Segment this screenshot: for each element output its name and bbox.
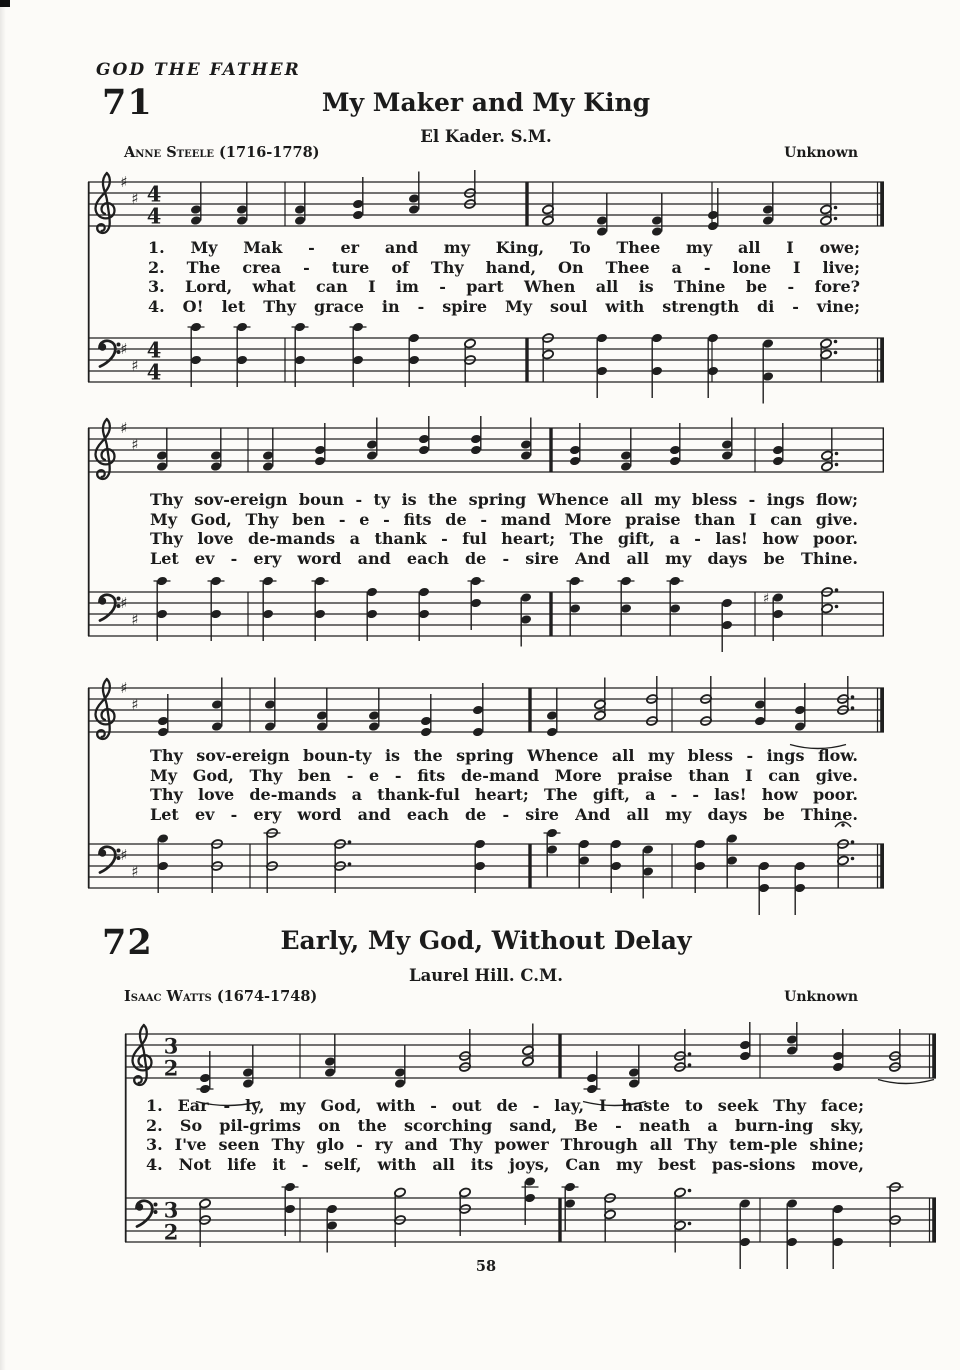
author-attribution-71: Anne Steele (1716-1778) (124, 144, 320, 161)
lyric-line: Thy love de-mands a thank-ful heart; The gift, a - - las! how poor. (150, 785, 858, 804)
svg-text:4: 4 (146, 359, 162, 385)
scan-edge-shading (0, 0, 6, 1370)
svg-text:♯: ♯ (131, 435, 139, 454)
svg-text:♯: ♯ (131, 189, 139, 208)
lyric-line: 2. The crea - ture of Thy hand, On Thee a - lone I live; (148, 257, 860, 277)
lyric-line: Let ev - ery word and each de - sire And all my days be Thine. (150, 548, 858, 568)
svg-text:♯: ♯ (120, 594, 128, 612)
svg-text:♯: ♯ (120, 679, 128, 697)
hymn-number-72: 72 (102, 922, 153, 963)
svg-text:4: 4 (146, 181, 162, 207)
svg-text:♯: ♯ (762, 591, 770, 607)
lyric-line: 1. Ear - ly, my God, with - out de - lay, I haste to seek Thy face; (146, 1096, 864, 1115)
author-attribution-72: Isaac Watts (1674-1748) (124, 988, 318, 1005)
svg-text:2: 2 (163, 1055, 179, 1081)
lyric-line: 4. Not life it - self, with all its joys, Can my best pas-sions move, (146, 1154, 864, 1174)
verse-block-2 (150, 490, 858, 568)
section-heading: GOD THE FATHER (96, 60, 301, 80)
lyric-line: 3. Lord, what can I im - part When all is Thine be - fore? (148, 277, 860, 296)
svg-text:♯: ♯ (131, 356, 139, 375)
svg-text:♯: ♯ (131, 695, 139, 714)
svg-text:♯: ♯ (120, 846, 128, 864)
lyric-line: Thy love de-mands a thank - ful heart; The gift, a - las! how poor. (150, 529, 858, 548)
svg-text:4: 4 (146, 337, 162, 363)
lyric-line: 2. So pil-grims on the scorching sand, Be - neath a burn-ing sky, (146, 1115, 864, 1135)
composer-attribution-72: Unknown (784, 989, 858, 1005)
lyric-line: Thy sov-ereign boun-ty is the spring Whence all my bless - ings flow. (150, 746, 858, 765)
tune-name-71: El Kader. S.M. (420, 127, 552, 146)
lyric-line: 4. O! let Thy grace in - spire My soul with strength di - vine; (148, 296, 860, 316)
page-number: 58 (475, 1258, 497, 1275)
lyric-line: My God, Thy ben - e - fits de-mand More praise than I can give. (150, 765, 858, 785)
svg-text:♯: ♯ (131, 862, 139, 881)
hymn-title-72: Early, My God, Without Delay (280, 926, 692, 955)
verse-block-4 (146, 1096, 864, 1174)
verse-block-3 (150, 746, 858, 824)
lyric-line: 1. My Mak - er and my King, To Thee my all I owe; (148, 238, 860, 257)
lyric-line: 3. I've seen Thy glo - ry and Thy power Through all Thy tem-ple shine; (146, 1135, 864, 1154)
hymn-title-71: My Maker and My King (321, 88, 651, 117)
svg-text:♯: ♯ (131, 610, 139, 629)
svg-text:♯: ♯ (120, 340, 128, 358)
tune-name-72: Laurel Hill. C.M. (409, 966, 563, 985)
svg-text:3: 3 (163, 1033, 179, 1059)
lyric-line: Let ev - ery word and each de - sire And all my days be Thine. (150, 804, 858, 824)
composer-attribution-71: Unknown (784, 145, 858, 161)
svg-text:2: 2 (163, 1219, 179, 1245)
svg-text:♯: ♯ (120, 173, 128, 191)
lyric-line: Thy sov-ereign boun - ty is the spring Whence all my bless - ings flow; (150, 490, 858, 509)
lyric-line: My God, Thy ben - e - fits de - mand More praise than I can give. (150, 509, 858, 529)
svg-text:3: 3 (163, 1197, 179, 1223)
svg-text:♯: ♯ (120, 419, 128, 437)
verse-block-1 (148, 238, 860, 316)
hymn-number-71: 71 (102, 82, 153, 123)
svg-text:4: 4 (146, 203, 162, 229)
